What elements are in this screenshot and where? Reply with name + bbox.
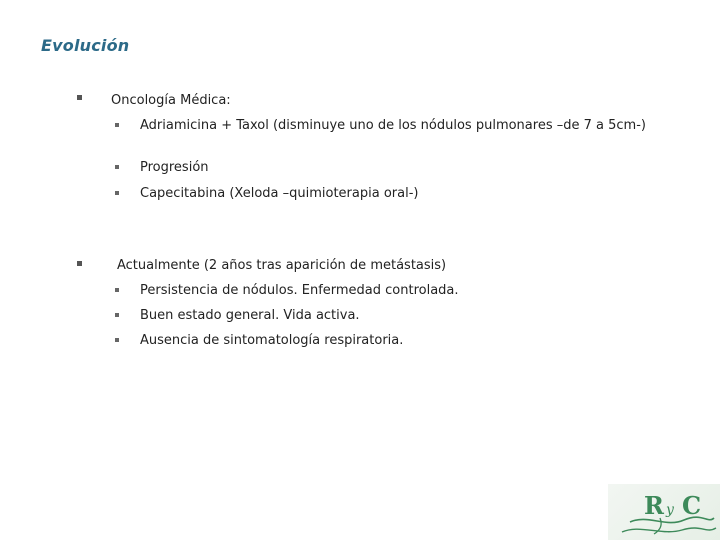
svg-text:y: y [666, 502, 674, 518]
list-item: Buen estado general. Vida activa. [140, 308, 360, 323]
svg-text:R: R [644, 491, 664, 520]
logo [608, 484, 720, 540]
section-bullet [77, 261, 82, 266]
sub-bullet [115, 165, 119, 169]
sub-bullet [115, 191, 119, 195]
list-item: Capecitabina (Xeloda –quimioterapia oral-) [140, 186, 419, 201]
logo-mark [608, 484, 720, 540]
svg-text:C: C [682, 491, 702, 520]
section-bullet [77, 95, 82, 100]
section-label: Actualmente (2 años tras aparición de metástasis) [117, 258, 447, 273]
section-label: Oncología Médica: [111, 93, 231, 108]
slide-title: Evolución [41, 36, 130, 55]
list-item: Ausencia de sintomatología respiratoria. [140, 333, 404, 348]
sub-bullet [115, 288, 119, 292]
list-item: Adriamicina + Taxol (disminuye uno de los nódulos pulmonares –de 7 a 5cm-) [140, 118, 646, 133]
sub-bullet [115, 313, 119, 317]
sub-bullet [115, 123, 119, 127]
list-item: Persistencia de nódulos. Enfermedad controlada. [140, 283, 459, 298]
sub-bullet [115, 338, 119, 342]
list-item: Progresión [140, 160, 209, 175]
